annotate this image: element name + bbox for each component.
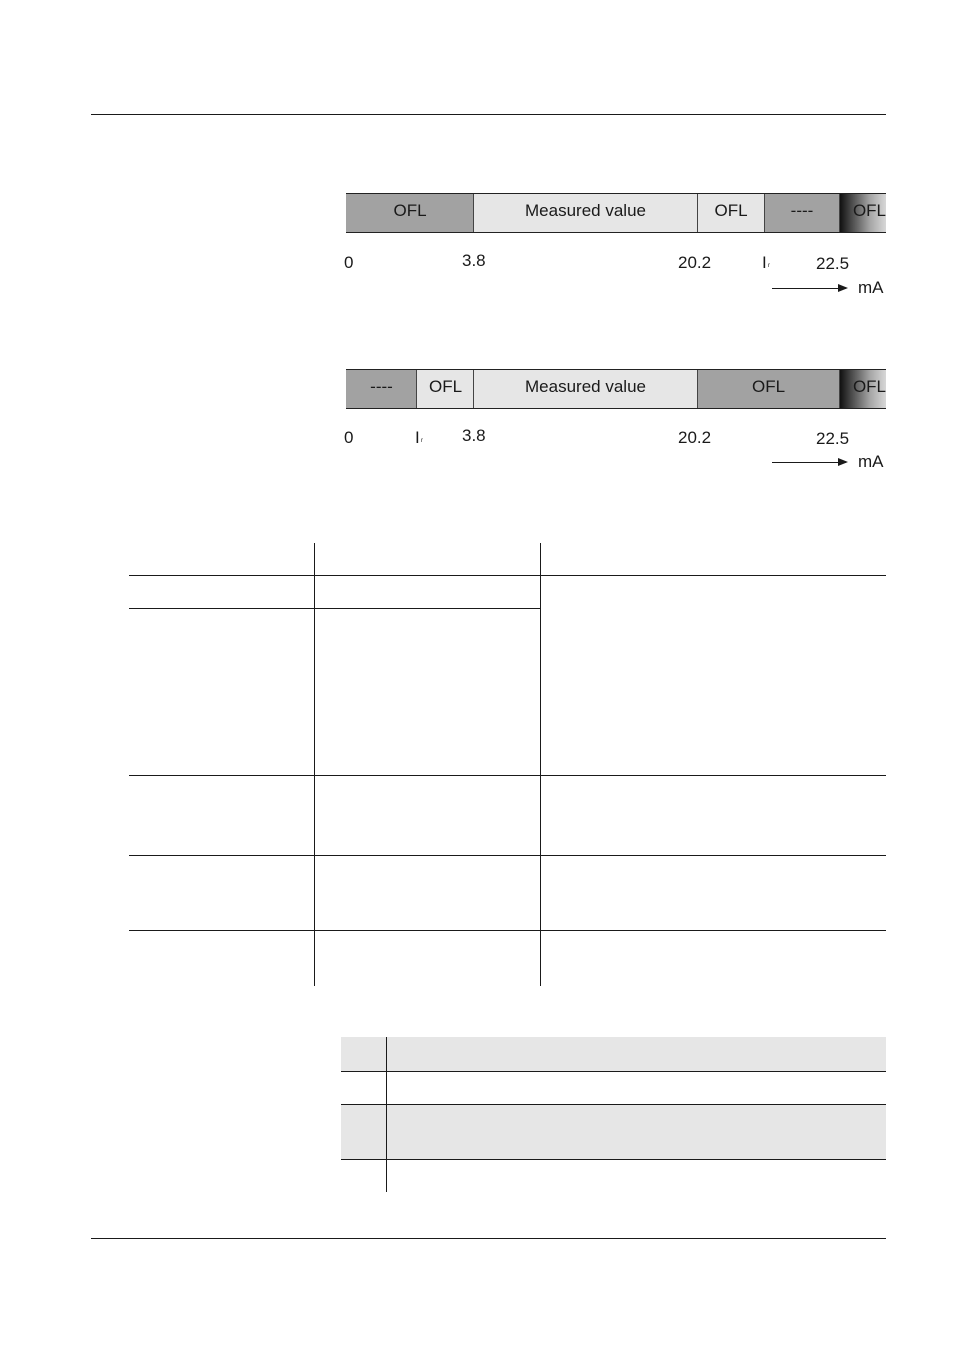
segment-ofl-fade: OFL	[839, 370, 886, 408]
tick-0: 0	[344, 428, 354, 447]
segment-measured-value: Measured value	[473, 194, 697, 232]
table-row-shaded	[341, 1104, 886, 1159]
current-range-diagram-bottom	[346, 369, 886, 409]
table-row-divider	[341, 1104, 886, 1105]
table-row-divider	[341, 1071, 886, 1072]
table-col-divider	[314, 543, 315, 986]
table-col-divider	[540, 543, 541, 986]
tick-0: 0	[344, 253, 354, 272]
tick-20-2: 20.2	[678, 253, 712, 272]
segment-measured-value: Measured value	[473, 370, 697, 408]
table-row-shaded	[341, 1037, 886, 1071]
tick-22-5: 22.5	[816, 254, 850, 273]
unit-label: mA	[858, 452, 884, 471]
unit-label: mA	[858, 278, 884, 297]
segment-dashes: ----	[346, 370, 417, 408]
ir-marker: I r	[762, 253, 770, 272]
table-row-divider	[129, 775, 886, 776]
current-range-diagram-top	[346, 193, 886, 233]
table-row-divider	[129, 575, 886, 576]
table-row-divider	[129, 930, 886, 931]
axis-arrow	[772, 462, 846, 463]
segment-ofl-high: OFL	[697, 370, 839, 408]
table-col-divider	[386, 1037, 387, 1192]
segment-ofl-low: OFL	[346, 194, 474, 232]
tick-3-8: 3.8	[462, 251, 486, 270]
segment-ofl-fade: OFL	[839, 194, 886, 232]
footer-rule	[91, 1238, 886, 1239]
axis-arrow	[772, 288, 846, 289]
segment-dashes: ----	[764, 194, 839, 232]
tick-3-8: 3.8	[462, 426, 486, 445]
ir-marker: I r	[415, 428, 423, 447]
table-row-divider	[129, 855, 886, 856]
segment-ofl-low: OFL	[416, 370, 474, 408]
table-row-divider	[341, 1159, 886, 1160]
header-rule	[91, 114, 886, 115]
table-row-divider	[129, 608, 541, 609]
segment-ofl-high: OFL	[697, 194, 764, 232]
tick-22-5: 22.5	[816, 429, 850, 448]
tick-20-2: 20.2	[678, 428, 712, 447]
